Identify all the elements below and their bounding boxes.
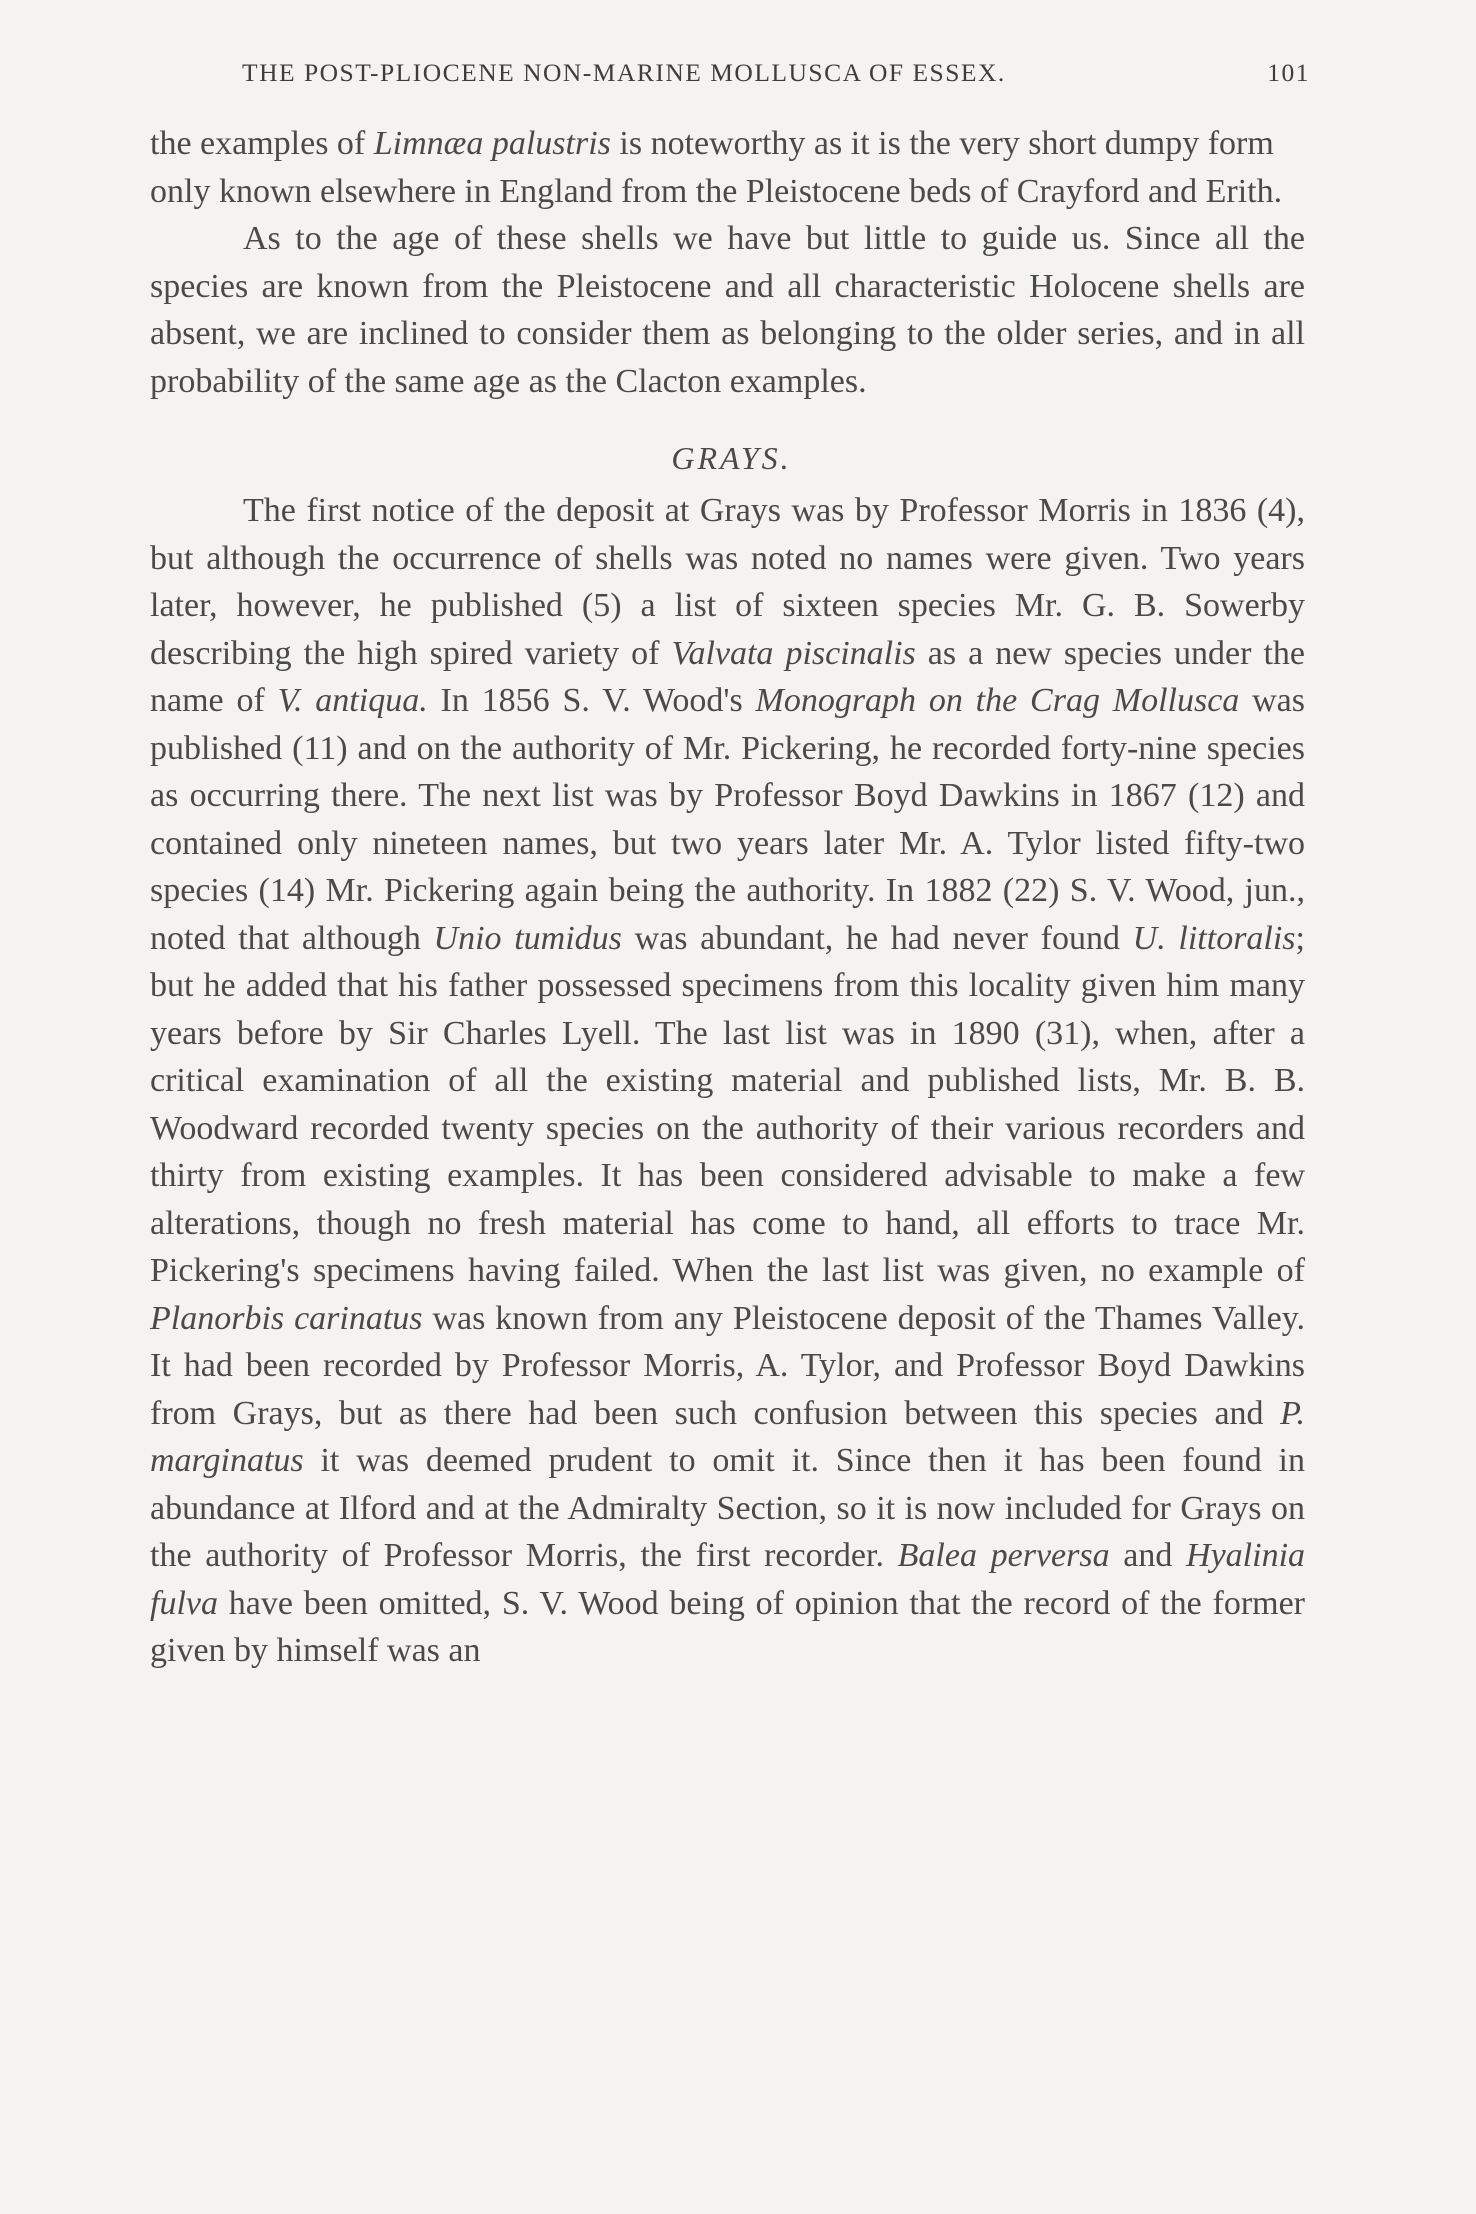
section-heading-grays: GRAYS. — [671, 440, 792, 476]
text-run: was known from any Pleistocene deposit of the Thames Valley. It had been recorded by Professor Morris, A. Tylor, and Professor Boyd Dawkins from Grays, but as there had been such confusion between this species and — [150, 1299, 1305, 1432]
species-name: Limnæa palustris — [373, 125, 611, 162]
paragraph-limnaea — [150, 120, 1305, 215]
paragraph-age — [150, 215, 1305, 405]
text-run: and — [1109, 1537, 1187, 1574]
text-run: was abundant, he had never found — [621, 919, 1133, 957]
species-name: V. antiqua. — [277, 682, 428, 719]
text-run: The first notice of the deposit at Grays was by Professor Morris in 1836 (4), but although the occurrence of shells was noted no names were given. Two years later, however, he published (5) a list of sixteen species Mr. G. B. Sowerby describing the high spired variety of — [150, 492, 1305, 672]
text-run: have been omitted, S. V. Wood being of opinion that the record of the former given by himself was an — [150, 1584, 1305, 1669]
page-number: 101 — [1267, 58, 1310, 87]
text-run: As to the age of these shells we have but little to guide us. Since all the species are known from the Pleistocene and all characteristic Holocene shells are absent, we are inclined to consider them as belonging to the older series, and in all probability of the same age as the Clacton examples. — [150, 220, 1305, 400]
species-name: P. marginatus — [150, 1394, 1305, 1479]
text-run: the examples of — [150, 125, 374, 162]
running-head — [150, 50, 1310, 96]
species-name: Hyalinia fulva — [150, 1537, 1306, 1622]
species-name: Unio tumidus — [433, 919, 622, 957]
species-name: Valvata piscinalis — [671, 634, 916, 672]
species-name: U. littoralis — [1132, 919, 1296, 957]
running-head-title: THE POST-PLIOCENE NON-MARINE MOLLUSCA OF ESSEX. — [242, 58, 1006, 87]
paragraph-grays — [150, 487, 1305, 1675]
species-name: Balea perversa — [897, 1537, 1110, 1574]
text-run: as a new species under the name of — [150, 634, 1305, 719]
species-name: Planorbis carinatus — [150, 1299, 423, 1337]
text-run: In 1856 S. V. Wood's — [427, 682, 756, 719]
text-run: is noteworthy as it is the very short dumpy form only known elsewhere in England from the Pleistocene beds of Crayford and Erith. — [150, 125, 1283, 210]
body-text — [150, 120, 1305, 1675]
text-run: it was deemed prudent to omit it. Since then it has been found in abundance at Ilford and at the Admiralty Section, so it is now included for Grays on the authority of Professor Morris, the first recorder. — [150, 1442, 1305, 1574]
text-run: was published (11) and on the authority of Mr. Pickering, he recorded forty-nine species as occurring there. The next list was by Professor Boyd Dawkins in 1867 (12) and contained only nineteen names, but two years later Mr. A. Tylor listed fifty-two species (14) Mr. Pickering again being the authority. In 1882 (22) S. V. Wood, jun., noted that although — [150, 682, 1306, 957]
text-run: ; but he added that his father possessed specimens from this locality given him many years before by Sir Charles Lyell. The last list was in 1890 (31), when, after a critical examination of all the existing material and published lists, Mr. B. B. Woodward recorded twenty species on the authority of their various recorders and thirty from existing examples. It has been considered advisable to make a few alterations, though no fresh material has come to hand, all efforts to trace Mr. Pickering's specimens having failed. When the last list was given, no example of — [150, 919, 1305, 1289]
book-title: Monograph on the Crag Mollusca — [755, 682, 1240, 719]
